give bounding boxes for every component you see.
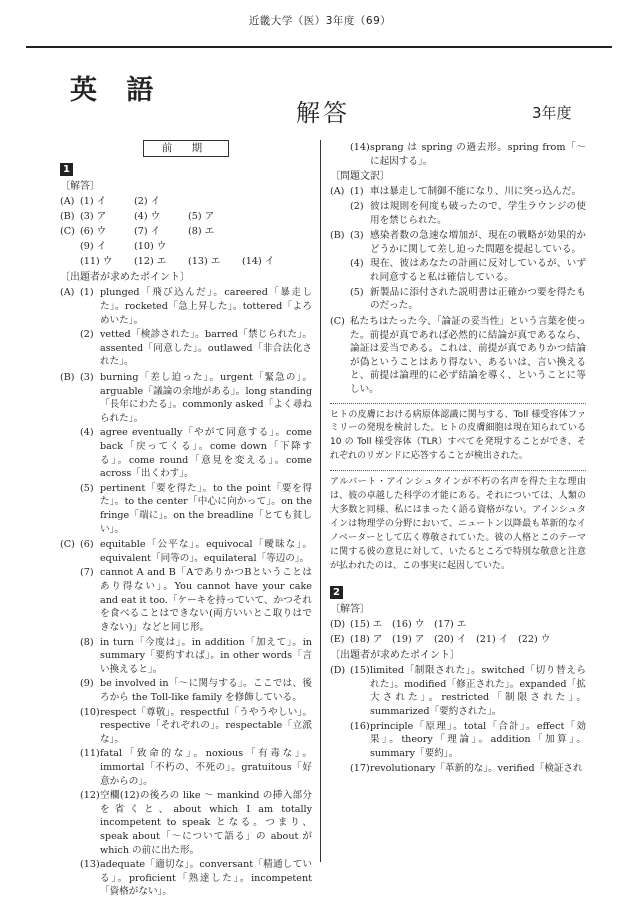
point-item [80, 426, 312, 480]
point-number: (14) [350, 142, 370, 153]
point-text: in turn「今度は」。in addition「加えて」。in summary「要約すれば」。in other words「言い換えると」。 [100, 636, 312, 675]
point-item [80, 538, 312, 565]
answer-item: (5) ア [188, 211, 215, 223]
translation-section [330, 185, 586, 228]
point-text: adequate「適切な」。conversant「精通している」。proficient「熟達した」。incompetent「資格がない」。 [100, 859, 312, 898]
point-text: 空欄(12)の後ろの like ～ mankind の挿入部分を省くと、about which I am totally incompetent to speak となる。つまり、speak about「～について語る」の about が which の前に出た形。 [100, 790, 312, 856]
dotted-separator [330, 470, 586, 471]
point-item [80, 789, 312, 857]
subject-title: 英 語 [70, 75, 164, 106]
section-label: (D) [330, 665, 346, 677]
section-label: (C) [330, 315, 345, 327]
answer-item: (17) エ [434, 619, 467, 631]
point-text: fatal「致命的な」。noxious「有毒な」。immortal「不朽の、不死の」。gratuitous「好意からの」。 [100, 748, 312, 787]
answer-row-label: (E) [330, 634, 345, 646]
translation-text: 新製品に添付された説明書は正確かつ要を得たものだった。 [370, 286, 586, 312]
point-item [350, 141, 586, 168]
term-box [60, 140, 312, 157]
point-text: cannot A and B「AでありかつBということはあり得ない」。You cannot have your cake and eat it too.「ケーキを持っていて、かつそれを食べることはできない(両方いいとこ取りはできない)」などと同じ形。 [100, 567, 312, 633]
point-item [350, 762, 586, 776]
answers-heading: 〔解答〕 [330, 603, 370, 615]
points-section [330, 664, 586, 776]
point-text: be involved in「～に関与する」。ここでは、後ろから the Toll-like family を修飾している。 [100, 678, 312, 703]
point-text: agree eventually「やがて同意する」。come back「戻ってくる」。come down「下降する」。come round「意見を変える」。come across「出くわす」。 [100, 427, 312, 480]
answer-item: (15) エ [350, 619, 383, 631]
translation-number: (1) [350, 186, 364, 198]
question-number-2: 2 [330, 586, 343, 599]
answer-item: (16) ウ [392, 619, 425, 631]
translation-section [330, 229, 586, 314]
answer-row-label: (B) [60, 211, 75, 223]
year-label: 3年度 [532, 104, 572, 122]
point-item [80, 706, 312, 747]
answers-heading: 〔解答〕 [60, 180, 100, 192]
point-number: (13) [80, 859, 100, 871]
answer-item: (3) ア [80, 211, 107, 223]
answer-item: (8) エ [188, 226, 215, 238]
section-label: (B) [60, 371, 75, 383]
point-text: equitable「公平な」。equivocal「曖昧な」。equivalent「同等の」。equilateral「等辺の」。 [100, 539, 312, 564]
question-number-1: 1 [60, 163, 73, 176]
points-section [60, 286, 312, 370]
answer-item: (10) ウ [134, 241, 167, 253]
page-title: 解答 [296, 99, 350, 127]
translation-number: (3) [350, 230, 364, 242]
translation-text: 彼は規則を何度も破ったので、学生ラウンジの使用を禁じられた。 [370, 201, 586, 226]
translation-text: 感染者数の急速な増加が、現在の戦略が効果的かどうかに関して差し迫った問題を提起している。 [370, 230, 586, 255]
answer-item: (11) ウ [80, 256, 113, 268]
points-section [60, 538, 312, 900]
translation-number: (5) [350, 286, 364, 298]
translation-item [350, 185, 586, 199]
point-item [80, 858, 312, 899]
translation-number: (2) [350, 201, 364, 213]
dotted-separator [330, 403, 586, 404]
answer-row [60, 240, 312, 255]
point-item [80, 371, 312, 425]
answer-item: (18) ア [350, 634, 383, 646]
point-number: (6) [80, 539, 94, 551]
point-text: sprang は spring の過去形。spring from「～に起因する」。 [370, 142, 586, 167]
point-text: burning「差し迫った」。urgent「緊急の」。arguable「議論の余地がある」。long standing「長年にわたる」。commonly asked「よく尋ねられた」。 [100, 371, 312, 424]
translation-section [330, 315, 586, 397]
points-heading: 〔出題者が求めたポイント〕 [60, 272, 190, 284]
section-label: (B) [330, 230, 345, 242]
point-number: (10) [80, 706, 100, 718]
section-label: (A) [60, 287, 75, 299]
header-rule [26, 46, 612, 48]
point-item [350, 720, 586, 761]
point-number: (8) [80, 636, 94, 648]
translation-text: 車は暴走して制御不能になり、川に突っ込んだ。 [370, 186, 582, 198]
passage-translation-toll: ヒトの皮膚における病原体認識に関与する、Toll 様受容体ファミリーの発現を検討した。ヒトの皮膚細胞は現在知られている 10 の Toll 様受容体（TLR）すべてを発現することができ、それぞれのリガンドに応答することが検出された。 [330, 409, 586, 462]
term-label: 前 期 [143, 140, 229, 157]
answer-row [330, 633, 586, 648]
point-number: (17) [350, 762, 370, 774]
answer-item: (9) イ [80, 241, 107, 253]
point-text: revolutionary「革新的な」。verified「検証され [370, 762, 583, 774]
point-text: plunged「飛び込んだ」。careered「暴走した」。rocketed「急上昇した」。tottered「よろめいた」。 [100, 287, 312, 326]
point-text: principle「原理」。total「合計」。effect「効果」。theory「理論」。addition「加算」。summary「要約」。 [370, 720, 586, 759]
answer-row [60, 255, 312, 270]
translation-item [350, 257, 586, 284]
section-label: (C) [60, 539, 75, 551]
answer-item: (22) ウ [518, 634, 551, 646]
answer-row [60, 210, 312, 225]
point-item [80, 286, 312, 327]
translation-item [350, 200, 586, 227]
answer-item: (14) イ [242, 256, 275, 268]
answer-item: (13) エ [188, 256, 221, 268]
answer-row [60, 225, 312, 240]
column-divider [320, 140, 321, 862]
answer-item: (2) イ [134, 196, 161, 208]
left-column [60, 140, 312, 900]
point-number: (15) [350, 665, 370, 677]
answer-row [60, 195, 312, 210]
answer-item: (7) イ [134, 226, 161, 238]
answer-item: (4) ウ [134, 211, 161, 223]
translation-item [350, 286, 586, 313]
answer-item: (6) ウ [80, 226, 107, 238]
point-number: (11) [80, 748, 100, 760]
point-number: (7) [80, 567, 94, 579]
answer-row-label: (C) [60, 226, 75, 238]
point-text: respect「尊敬」。respectful「うやうやしい」。respective「それぞれの」。respectable「立派な」。 [100, 706, 312, 745]
point-item [80, 677, 312, 704]
section-label: (A) [330, 186, 345, 198]
point-number: (9) [80, 678, 94, 690]
point-item [80, 747, 312, 788]
point-item [80, 328, 312, 369]
answer-item: (1) イ [80, 196, 107, 208]
answer-row [330, 618, 586, 633]
point-number: (2) [80, 329, 94, 341]
point-text: limited「制限された」。switched「切り替えられた」。modified「修正された」。expanded「拡大された」。restricted「制限された」。summarized「要約された」。 [370, 665, 586, 718]
point-text: vetted「検診された」。barred「禁じられた」。assented「同意した」。outlawed「非合法化された」。 [100, 329, 312, 368]
point-item [80, 636, 312, 677]
point-item [80, 566, 312, 634]
point-number: (12) [80, 790, 100, 802]
answer-item: (21) イ [476, 634, 509, 646]
answer-item: (19) ア [392, 634, 425, 646]
answer-item: (20) イ [434, 634, 467, 646]
passage-translation-einstein: アルバート・アインシュタインが不朽の名声を得た主な理由は、彼の卓越した科学の才能にある。それについては、人類の大多数と同様、私にはまったく語る資格がない。アインシュタインは物理学の分野において、ニュートン以降最も革新的なイノベーターとして広く尊敬されていた。彼の人格とこのテーマに関する彼の意見に対して、いたるところで特別な敬意と注意が払われたのは、この事実に起因していた。 [330, 477, 586, 571]
point-number: (16) [350, 720, 370, 732]
right-column [330, 140, 586, 776]
points-heading: 〔出題者が求めたポイント〕 [330, 650, 460, 662]
answer-item: (12) エ [134, 256, 167, 268]
answer-row-label: (A) [60, 196, 75, 208]
points-continued [330, 141, 586, 169]
point-item [350, 664, 586, 718]
point-text: pertinent「要を得た」。to the point「要を得た」。to the center「中心に向かって」。on the fringe「端に」。on the breadline「とても貧しい」。 [100, 482, 312, 535]
point-number: (3) [80, 371, 94, 383]
point-number: (1) [80, 287, 94, 299]
point-number: (4) [80, 427, 94, 439]
point-item [80, 482, 312, 536]
translation-item [350, 229, 586, 256]
answer-row-label: (D) [330, 619, 346, 631]
page-header: 近畿大学（医）3年度（69） [248, 15, 392, 27]
point-number: (5) [80, 482, 94, 494]
translation-text: 現在、彼はあなたの計画に反対しているが、いずれ同意すると私は確信している。 [370, 258, 586, 284]
translation-number: (4) [350, 258, 364, 270]
translation-paragraph: 私たちはたった今、「論証の妥当性」という言葉を使った。前提が真であれば必然的に結論が真であるなら、論証は妥当である。これは、前提が真でありかつ結論が偽ということはあり得ない、あるいは、言い換えると、前提は論理的に必ず結論を導く、ということに等しい。 [350, 315, 586, 395]
translation-heading: 〔問題文訳〕 [330, 171, 390, 183]
points-section [60, 371, 312, 537]
